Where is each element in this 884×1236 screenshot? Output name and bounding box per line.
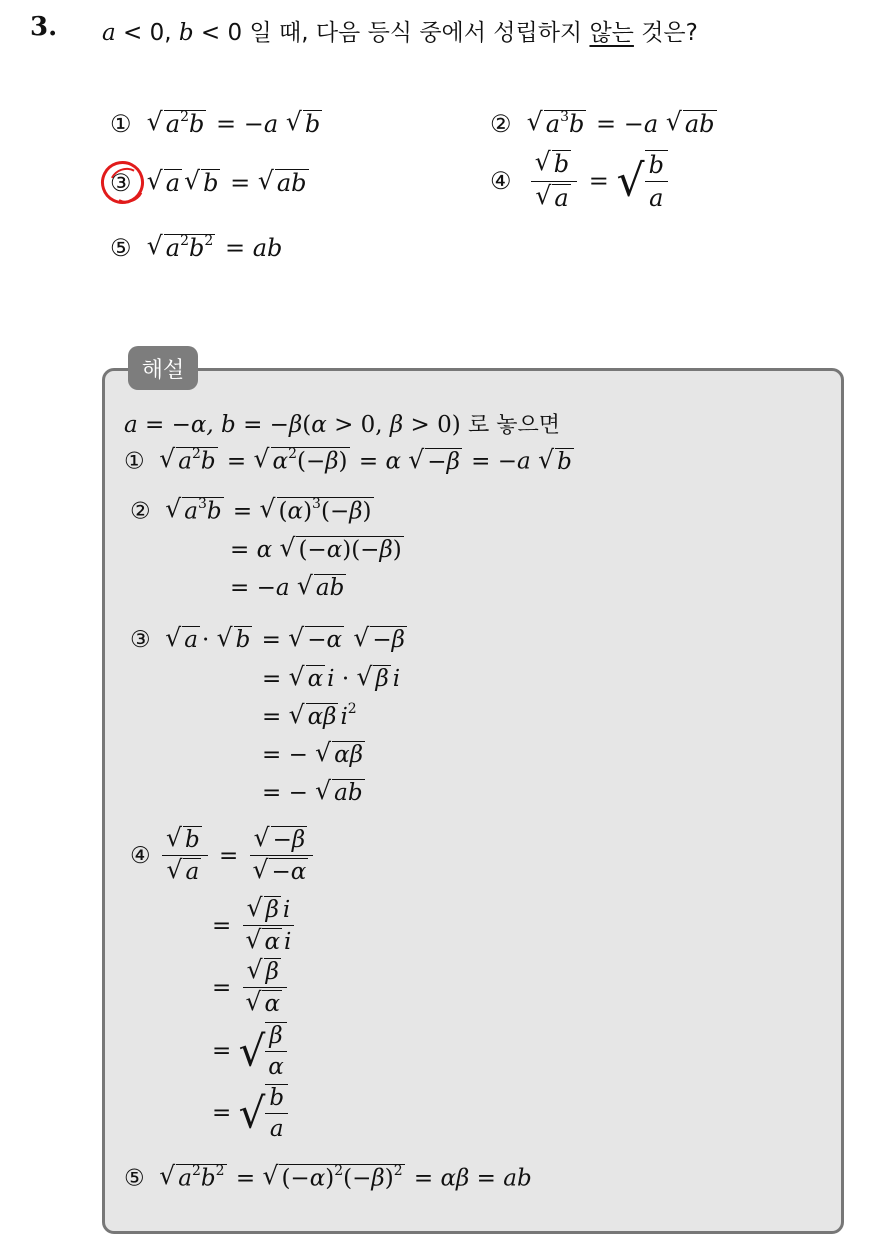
choice-1[interactable]: ① √ $a^2b = -a$ √ b (110, 107, 321, 138)
question-number: 3. (30, 12, 58, 42)
solution-step-3: ③ √ a · √ b = √ −α √ −β (130, 623, 405, 653)
solution-step-1: ① √ $a^2b$ = √ $\alpha^2(-\beta) = \alpha$ √ −β = −a √ b (124, 444, 572, 475)
solution-tag: 해설 (128, 346, 198, 390)
choice-marker: ③ (110, 169, 132, 197)
choice-marker: ⑤ (110, 234, 132, 262)
choice-marker: ④ (490, 167, 512, 196)
solution-step-2: ② √ $a^3b$ = √ $(\alpha)^3(-\beta)$ (130, 494, 372, 525)
choice-marker: ② (490, 110, 512, 138)
solution-step-4: ④ √ b √ a = √ −β √ −α (130, 826, 317, 886)
choice-5[interactable]: ⑤ √ $a^2b^2$ = ab (110, 231, 283, 262)
solution-step-5: ⑤ √ $a^2b^2$ = √ $(-\alpha)^2(-\beta)^2 = \alpha\beta$ = ab (124, 1161, 532, 1192)
choice-4[interactable]: ④ √ b √ a = √ $\frac{b}{a}$ (490, 150, 672, 212)
choice-3[interactable]: ③ √ a √ b = √ ab (110, 166, 307, 197)
underlined-word: 않는 (589, 20, 634, 46)
choice-2[interactable]: ② √ $a^3b = -a$ √ ab (490, 107, 715, 138)
choice-marker: ① (110, 110, 132, 138)
solution-intro: a = −α, b = −β(α > 0, β > 0) 로 놓으면 (124, 412, 561, 438)
question-text: a < 0, b < 0 일 때, 다음 등식 중에서 성립하지 않는 것은? (102, 20, 698, 46)
